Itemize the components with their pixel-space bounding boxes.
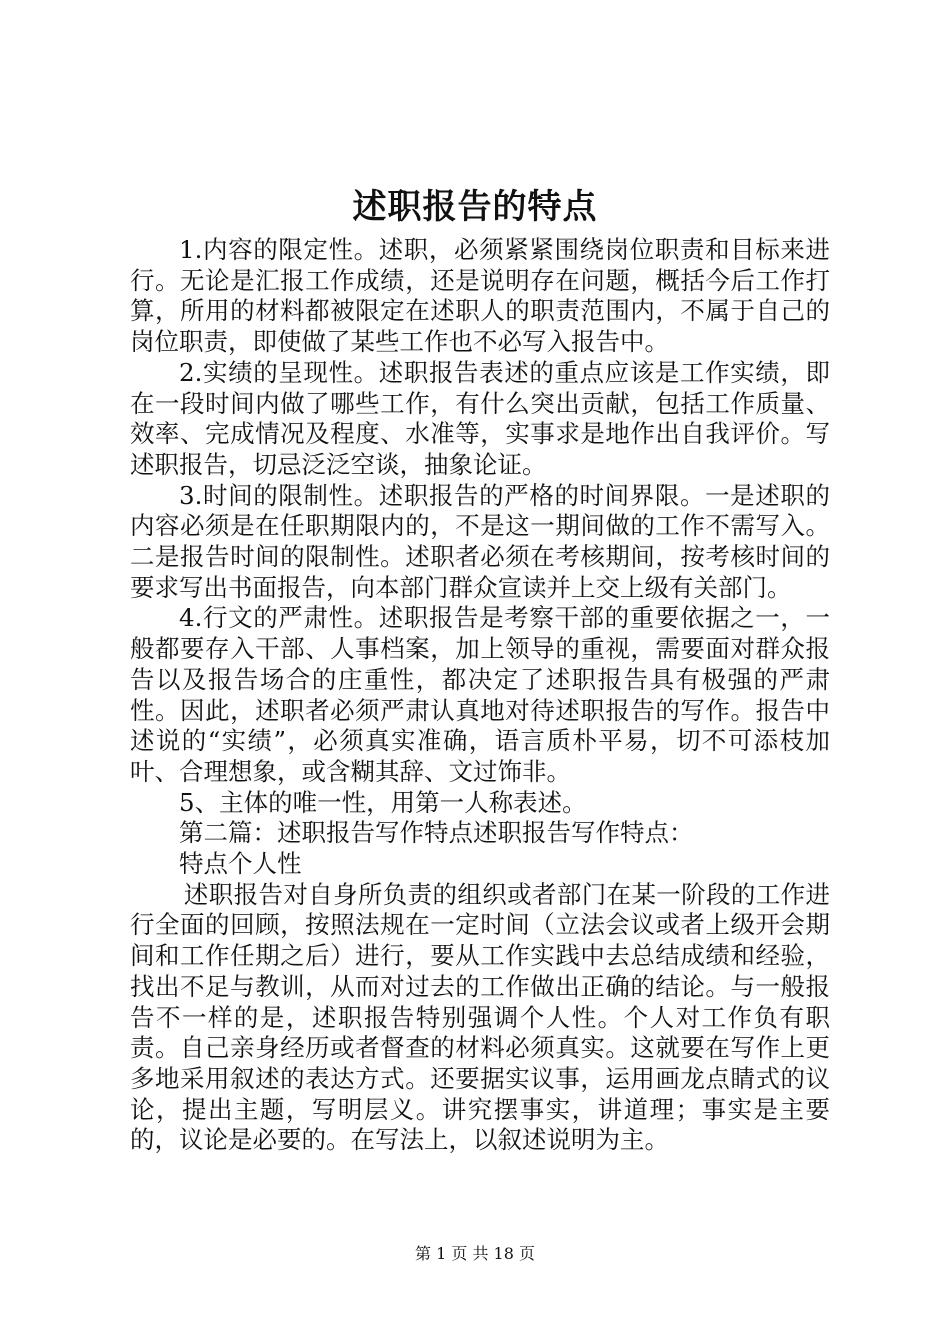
paragraph-time-limitation: 3.时间的限制性。述职报告的严格的时间界限。一是述职的内容必须是在任职期限内的，不是这一期间做的工作不需写入。二是报告时间的限制性。述职者必须在考核期间，按考核时间的要求写出书面报告，向本部门群众宣读并上交上级有关部门。 xyxy=(130,480,830,602)
subheading-personal: 特点个人性 xyxy=(179,849,302,879)
document-title: 述职报告的特点 xyxy=(352,187,598,227)
paragraph-personal-description: 述职报告对自身所负责的组织或者部门在某一阶段的工作进行全面的回顾，按照法规在一定时间（立法会议或者上级开会期间和工作任期之后）进行，要从工作实践中去总结成绩和经验，找出不足与教训，从而对过去的工作做出正确的结论。与一般报告不一样的是，述职报告特别强调个人性。个人对工作负有职责。自己亲身经历或者督查的材料必须真实。这就要在写作上更多地采用叙述的表达方式。还要据实议事，运用画龙点睛式的议论，提出主题，写明层义。讲究摆事实，讲道理；事实是主要的，议论是必要的。在写法上，以叙述说明为主。 xyxy=(130,879,830,1155)
section-heading-second-article: 第二篇：述职报告写作特点述职报告写作特点： xyxy=(179,818,694,848)
paragraph-seriousness: 4.行文的严肃性。述职报告是考察干部的重要依据之一，一般都要存入干部、人事档案，加上领导的重视，需要面对群众报告以及报告场合的庄重性，都决定了述职报告具有极强的严肃性。因此，述职者必须严肃认真地对待述职报告的写作。报告中述说的“实绩”，必须真实准确，语言质朴平易，切不可添枝加叶、合理想象，或含糊其辞、文过饰非。 xyxy=(130,603,830,786)
paragraph-uniqueness: 5、主体的唯一性，用第一人称表述。 xyxy=(179,787,587,817)
page-footer: 第 1 页 共 18 页 xyxy=(415,1244,535,1263)
paragraph-content-limitation: 1.内容的限定性。述职，必须紧紧围绕岗位职责和目标来进行。无论是汇报工作成绩，还是说明存在问题，概括今后工作打算，所用的材料都被限定在述职人的职责范围内，不属于自己的岗位职责，即使做了某些工作也不必写入报告中。 xyxy=(130,235,830,357)
document-body xyxy=(130,235,830,1156)
paragraph-achievement-presentation: 2.实绩的呈现性。述职报告表述的重点应该是工作实绩，即在一段时间内做了哪些工作，有什么突出贡献，包括工作质量、效率、完成情况及程度、水准等，实事求是地作出自我评价。写述职报告，切忌泛泛空谈，抽象论证。 xyxy=(130,357,830,479)
